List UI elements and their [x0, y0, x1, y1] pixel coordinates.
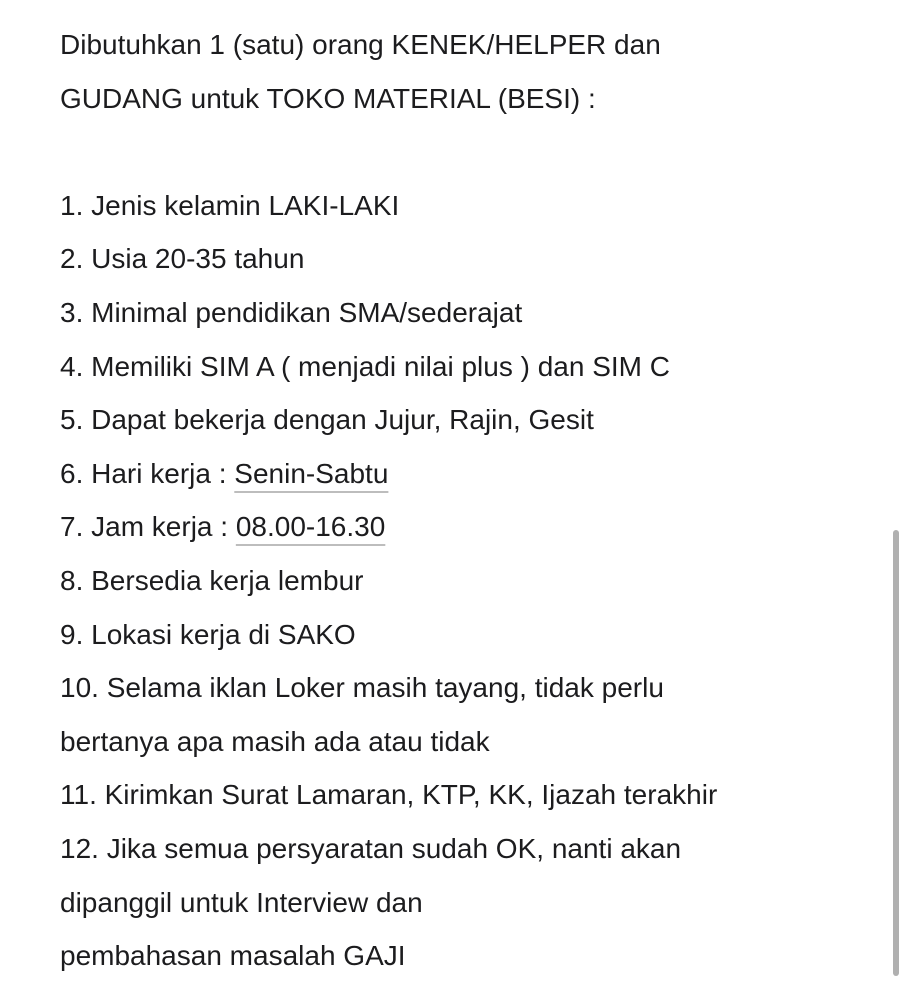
work-hours-link[interactable]: 08.00-16.30 [235, 511, 386, 543]
list-item: 5. Dapat bekerja dengan Jujur, Rajin, Gesit [60, 404, 594, 436]
list-item: 4. Memiliki SIM A ( menjadi nilai plus ) dan SIM C [60, 350, 670, 382]
list-item: 11. Kirimkan Surat Lamaran, KTP, KK, Ijazah terakhir [60, 779, 718, 811]
list-item: 3. Minimal pendidikan SMA/sederajat [60, 296, 523, 328]
list-item: 9. Lokasi kerja di SAKO [60, 618, 356, 650]
note-body [60, 18, 860, 983]
list-item: 8. Bersedia kerja lembur [60, 564, 364, 596]
list-item [60, 447, 860, 501]
list-item: dipanggil untuk Interview dan [60, 886, 423, 918]
intro-line: Dibutuhkan 1 (satu) orang KENEK/HELPER dan [60, 29, 661, 60]
list-item: 2. Usia 20-35 tahun [60, 243, 305, 275]
item-label: 6. Hari kerja : [60, 457, 235, 489]
list-item: 12. Jika semua persyaratan sudah OK, nanti akan [60, 832, 682, 864]
item-label: 7. Jam kerja : [60, 511, 236, 543]
list-item: bertanya apa masih ada atau tidak [60, 725, 490, 757]
list-item [60, 500, 860, 554]
workdays-link[interactable]: Senin-Sabtu [234, 457, 389, 489]
list-item: pembahasan masalah GAJI [60, 940, 406, 972]
intro-line: GUDANG untuk TOKO MATERIAL (BESI) : [60, 82, 596, 114]
blank-line [60, 125, 860, 179]
list-item: 10. Selama iklan Loker masih tayang, tidak perlu [60, 672, 664, 704]
list-item: 1. Jenis kelamin LAKI-LAKI [60, 189, 400, 221]
scrollbar[interactable] [893, 530, 899, 976]
